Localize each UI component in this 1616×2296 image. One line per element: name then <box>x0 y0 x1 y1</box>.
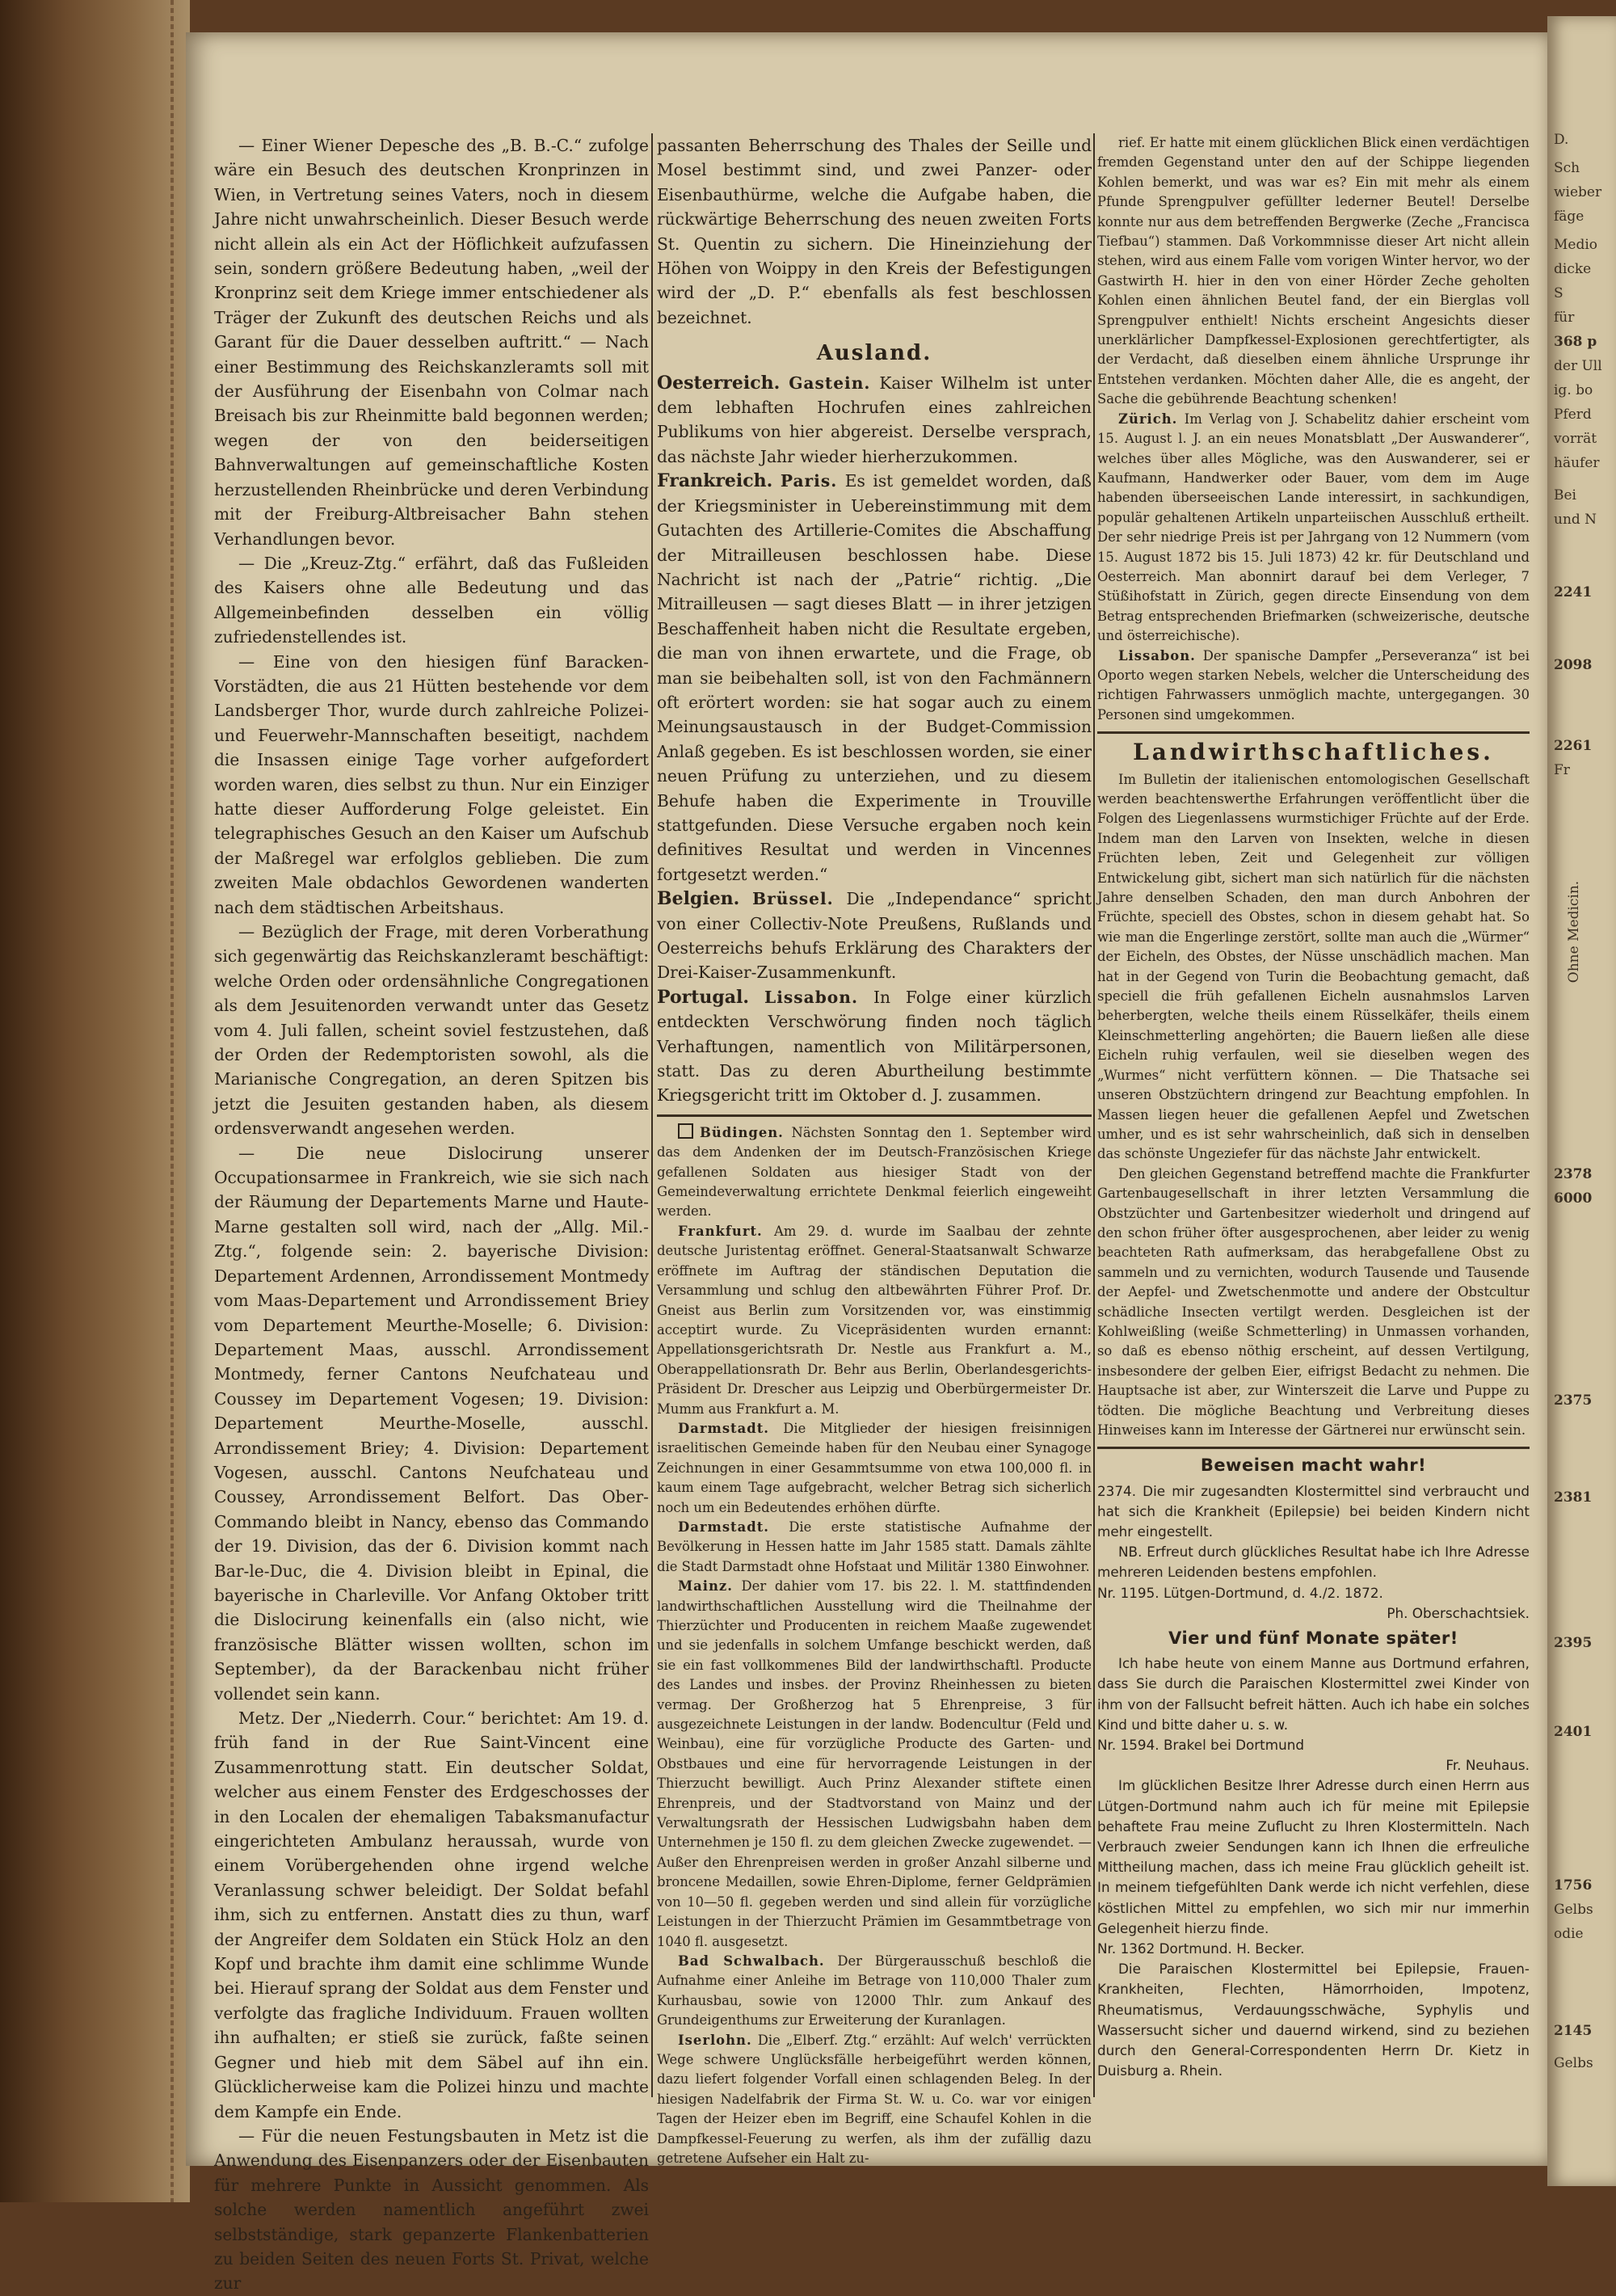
news-block <box>1097 133 1530 725</box>
article: — Eine von den hiesigen fünf Baracken-Vorstädten, die aus 21 Hütten bestehende vor dem Landsberger Thor, wurde durch zahlreiche Polizei- und Feuerwehr-Mannschaften beseitigt, nachdem die Insassen einige Tage vorher aufgefordert worden waren, dies selbst zu thun. Nur ein Einziger hatte dieser Aufforderung Folge geleistet. Ein telegraphisches Gesuch an den Kaiser um Aufschub der Maßregel war erfolglos geblieben. Die zum zweiten Male obdachlos Gewordenen wanderten nach dem städtischen Arbeitshaus. <box>214 651 649 917</box>
ad-reference: Nr. 1594. Brakel bei Dortmund <box>1097 1737 1305 1754</box>
page-fragment: 368 p <box>1554 334 1597 350</box>
advertisement <box>1097 1456 1530 2081</box>
page-fragment: Gelbs <box>1554 2055 1593 2071</box>
news-item: Portugal. Lissabon. In Folge einer kürzlich entdeckten Verschwörung finden noch täglich Verhaftungen, namentlich von Militärpersonen, statt. Das zu deren Aburtheilung bestimmte Kriegsgericht tritt im Oktober d. J. zusammen. <box>657 986 1092 1106</box>
page-fragment: S <box>1554 285 1563 301</box>
ad-text: Ich habe heute von einem Manne aus Dortmund erfahren, dass Sie durch die Paraischen Klostermittel zwei Kinder von ihm von der Fallsucht befreit hätten. Auch ich habe ein solches Kind und bitte daher u. s. w. <box>1097 1655 1530 1733</box>
column-3 <box>1097 133 1530 2082</box>
page-fragment: 2241 <box>1554 584 1593 600</box>
article: Den gleichen Gegenstand betreffend machte die Frankfurter Gartenbaugesellschaft in ihrer letzten Versammlung die Obstzüchter und Gartenbesitzer wiederholt und dringend auf den schon früher öfter ausgesprochenen, aber leider zu wenig beachteten Rath aufmerksam, das herabgefallene Obst zu sammeln und zu vernichten, wodurch Tausende und Tausende der Aepfel- und Zwetschenmotte und andere der Obstcultur schädliche Insecten vertilgt werden. Desgleichen ist der Kohlweißling (weiße Schmetterling) in Unmassen vorhanden, so daß es ebenso nöthig erscheint, auf dessen Vertilgung, insbesondere der gelben Eier, eifrigst Bedacht zu nehmen. Die Hauptsache ist aber, zur Winterszeit die Larve und Puppe zu tödten. Die mögliche Beachtung und Verbreitung dieses Hinweises kann im Interesse der Gärtnerei nur erwünscht sein. <box>1097 1165 1530 1438</box>
article: Im Bulletin der italienischen entomologischen Gesellschaft werden beachtenswerthe Erfahrungen veröffentlicht über die Folgen des Liegenlassens wurmstichiger Früchte auf der Erde. Indem man den Larven von Insekten, welche in diesen Früchten leben, Zeit und Gelegenheit zur völligen Entwickelung gibt, sichert man sich natürlich für die nächsten Jahre denselben Schaden, den man durch Anbohren der Früchte, speciell des Obstes, schon in diesem gehabt hat. So wie man die Engerlinge zerstört, sollte man auch die „Würmer“ der Eicheln, des Obstes, der Nüsse unschädlich machen. Man hat in der Gegend von Turin die Beobachtung gemacht, daß speciell die früh gefallenen Eicheln ausnahmslos Larven beherbergten, welche theils einem Rüsselkäfer, theils einem Kleinschmetterling angehörten; die Bauern ließen alle diese Eicheln ruhig verfaulen, weil sie dieselben wegen des „Wurmes“ nicht verfüttern können. — Die Thatsache sei unseren Obstzüchtern dringend zur Beachtung empfohlen. In Massen liegen heuer die gefallenen Aepfel und Zwetschen umher, und es ist sehr wahrscheinlich, daß sich in denselben das schönste Ungeziefer für das nächste Jahr entwickelt. <box>1097 771 1530 1162</box>
page-fragment: Bei <box>1554 487 1576 503</box>
column-rule <box>651 133 653 2097</box>
divider <box>1097 731 1530 734</box>
ad-text: Die Paraischen Klostermittel bei Epilepsie, Frauen-Krankheiten, Flechten, Hämorrhoiden, Impotenz, Rheumatismus, Verdauungsschwäche, Syphylis und Wassersucht sicher und dauernd wirkend, sind zu beziehen durch den General-Correspondenten Herrn Dr. Kietz in Duisburg a. Rhein. <box>1097 1961 1530 2079</box>
news-item: Büdingen. Nächsten Sonntag den 1. September wird das dem Andenken der im Deutsch-Französischen Kriege gefallenen Soldaten aus hiesiger Stadt von der Gemeindeverwaltung errichtete Denkmal feierlich eingeweiht werden. <box>657 1124 1092 1220</box>
section-heading-ausland: Ausland. <box>816 341 932 366</box>
ad-text: NB. Erfreut durch glückliches Resultat habe ich Ihre Adresse mehreren Leidenden bestens empfohlen. <box>1097 1544 1530 1581</box>
page-fragment: 2395 <box>1554 1635 1593 1651</box>
page-fragment: Fr <box>1554 762 1570 778</box>
landw-block <box>1097 770 1530 1441</box>
news-item: Darmstadt. Die erste statistische Aufnahme der Bevölkerung in Hessen hatte im Jahr 1585 statt. Damals zählte die Stadt Darmstadt ohne Hofstaat und Militär 1380 Einwohner. <box>657 1519 1092 1574</box>
page-fragment: 2261 <box>1554 738 1593 754</box>
adjacent-page-edge <box>1547 16 1616 2186</box>
page-fragment: ig. bo <box>1554 382 1593 398</box>
page-fragment: 2145 <box>1554 2023 1593 2039</box>
ad-text: Im glücklichen Besitze Ihrer Adresse durch einen Herrn aus Lütgen-Dortmund nahm auch ich für meine mit Epilepsie behaftete Frau meine Zuflucht zu Ihren Klostermitteln. Nach Verbrauch zweier Sendungen kann ich Ihnen die erfreuliche Mittheilung machen, dass ich meine Frau glücklich geheilt ist. In meinem tiefgefühlten Dank werde ich nicht verfehlen, diese köstlichen Mittel zu empfehlen, wo sich mir nur immerhin Gelegenheit hierzu finde. <box>1097 1777 1530 1936</box>
article: — Einer Wiener Depesche des „B. B.-C.“ zufolge wäre ein Besuch des deutschen Kronprinzen in Wien, in Vertretung seines Vaters, noch in diesem Jahre nicht unwahrscheinlich. Dieser Besuch werde nicht allein als ein Act der Höflichkeit aufzufassen sein, sondern größere Bedeutung haben, „weil der Kronprinz seit dem Kriege immer entschiedener als Träger der Zukunft des deutschen Reichs und als Garant für die Dauer desselben auftritt.“ — Nach einer Bestimmung des Reichskanzleramts soll mit der Ausführung der Eisenbahn von Colmar nach Breisach bis zur Rheinmitte bald begonnen werden; wegen der von den beiderseitigen Bahnverwaltungen auf gemeinschaftliche Kosten herzustellenden Rheinbrücke und deren Verbindung mit der Freiburg-Altbreisacher Bahn stehen Verhandlungen bevor. <box>214 136 649 549</box>
article-continued: passanten Beherrschung des Thales der Seille und Mosel bestimmt sind, und zwei Panzer- oder Eisenbauthürme, welche die Aufgabe haben, die rückwärtige Beherrschung des neuen zweiten Forts St. Quentin zu sichern. Die Hineinziehung der Höhen von Woippy in den Kreis der Befestigungen wird der „D. P.“ ebenfalls als fest beschlossen bezeichnet. <box>657 136 1092 327</box>
book-spine <box>0 0 190 2202</box>
article: — Die „Kreuz-Ztg.“ erfährt, daß das Fußleiden des Kaisers ohne alle Bedeutung und das Allgemeinbefinden desselben ein völlig zufriedenstellendes ist. <box>214 553 649 647</box>
page-fragment: 1756 <box>1554 1877 1593 1894</box>
page-fragment: vorrät <box>1554 431 1597 447</box>
news-item: Frankreich. Paris. Es ist gemeldet worden, daß der Kriegsminister in Uebereinstimmung mit dem Gutachten des Artillerie-Comites die Abschaffung der Mitrailleusen beschlossen habe. Diese Nachricht ist nach der „Patrie“ richtig. „Die Mitrailleusen — sagt dieses Blatt — in ihrer jetzigen Beschaffenheit haben nicht die Resultate ergeben, die man von ihnen erwartete, und die Frage, ob man sie beibehalten soll, ist von den Fachmännern oft erörtert worden: sie hat sogar auch zu einem Meinungsaustausch in der Budget-Commission Anlaß gegeben. Es ist beschlossen worden, sie einer neuen Prüfung zu unterziehen, und zu diesem Behufe haben die Experimente in Trouville stattgefunden. Diese Versuche ergaben noch kein definitives Resultat und werden in Vincennes fortgesetzt werden.“ <box>657 470 1092 884</box>
page-fragment: 2098 <box>1554 657 1593 673</box>
page-fragment: 2375 <box>1554 1392 1593 1409</box>
page-fragment: odie <box>1554 1926 1584 1942</box>
ad-heading: Vier und fünf Monate später! <box>1168 1628 1458 1649</box>
column-1 <box>214 133 649 2296</box>
news-item: Darmstadt. Die Mitglieder der hiesigen freisinnigen israelitischen Gemeinde haben für den Neubau einer Synagoge Zeichnungen in einer Gesammtsumme von etwa 100,000 fl. in kaum einem Tage aufgebracht, welcher Betrag sich sicherlich noch um ein Bedeutendes erhöhen dürfte. <box>657 1420 1092 1515</box>
page-fragment: D. <box>1554 132 1569 148</box>
ad-reference: Nr. 1195. Lütgen-Dortmund, d. 4./2. 1872. <box>1097 1584 1383 1601</box>
article-continued: rief. Er hatte mit einem glücklichen Blick einen verdächtigen fremden Gegenstand unter den auf der Schippe liegenden Kohlen bemerkt, und was war es? Ein mit mehr als einem Pfunde Sprengpulver gefüllter lederner Beutel! Derselbe konnte nur aus dem betreffenden Bergwerke (Zeche „Francisca Tiefbau“) stammen. Daß Vorkommnisse dieser Art nicht allein stehen, wird aus einem Falle vom vorigen Winter hervor, wo der Gastwirth H. hier in den von einer Hörder Zeche geholten Kohlen einen ähnlichen Beutel fand, der ein Bierglas voll Sprengpulver enthielt! Nichts erscheint Angesichts dieser unerklärlicher Dampfkessel-Explosionen gerechtfertigter, als der Verdacht, daß dieselben einem ähnliche Ursprunge ihr Entstehen verdanken. Möchten daher Alle, die es angeht, der Sache die gebührende Beachtung schenken! <box>1097 135 1530 407</box>
page-fragment: Ohne Medicin. <box>1566 880 1583 984</box>
news-item: Mainz. Der dahier vom 17. bis 22. l. M. stattfindenden landwirthschaftlichen Ausstellung wird die Theilnahme der Thierzüchter und Producenten in reichem Maaße zugewendet und sie jedenfalls in solchem Umfange beschickt werden, daß sie ein fast vollkommenes Bild der landwirthschaftl. Producte des Landes und insbes. der Provinz Rheinhessen zu bieten vermag. Der Großherzog hat 5 Ehrenpreise, 3 für ausgezeichnete Leistungen in der landw. Bodencultur (Feld und Weinbau), eine für vorzügliche Producte des Garten- und Obstbaues und eine für hervorragende Leistungen in der Thierzucht bewilligt. Auch Prinz Alexander stiftete einen Ehrenpreis, und der Stadtvorstand von Mainz und der Verwaltungsrath der Hessischen Ludwigsbahn haben dem Unternehmen je 150 fl. zu dem gleichen Zwecke zugewendet. — Außer den Ehrenpreisen werden in großer Anzahl silberne und broncene Medaillen, sowie Ehren-Diplome, ferner Geldprämien von 10—50 fl. gegeben werden und sind allein für vorzügliche Leistungen in der Thierzucht Prämien im Gesammtbetrage von 1040 fl. ausgesetzt. <box>657 1578 1092 1949</box>
page-fragment: und N <box>1554 512 1597 528</box>
article: — Für die neuen Festungsbauten in Metz ist die Anwendung des Eisenpanzers oder der Eisenbauten für mehrere Punkte in Aussicht genommen. Als solche werden namentlich angeführt zwei selbstständige, stark gepanzerte Flankenbatterien zu beiden Seiten des neuen Forts St. Privat, welche zur <box>214 2125 649 2294</box>
news-item: Lissabon. Der spanische Dampfer „Perseveranza“ ist bei Oporto wegen starken Nebels, welcher die Unterscheidung des richtigen Fahrwassers unmöglich machte, untergegangen. 30 Personen sind umgekommen. <box>1097 647 1530 723</box>
news-item: Iserlohn. Die „Elberf. Ztg.“ erzählt: Auf welch' verrückten Wege schwere Unglücksfälle herbeigeführt werden können, dazu liefert folgender Vorfall einen schlagenden Beleg. In der hiesigen Nadelfabrik der Firma St. W. u. Co. war vor einigen Tagen der Heizer eben im Begriff, eine Schaufel Kohlen in die Dampfkessel-Feuerung zu werfen, als ihm der zufällig dazu getretene Aufseher ein Halt zu- <box>657 2032 1092 2166</box>
column-rule <box>1093 133 1095 2097</box>
news-item: Frankfurt. Am 29. d. wurde im Saalbau der zehnte deutsche Juristentag eröffnet. General-Staatsanwalt Schwarze eröffnete im Auftrag der ständischen Deputation die Versammlung und schlug den altbewährten Führer Prof. Dr. Gneist aus Berlin zum Vorsitzenden vor, was einstimmig acceptirt wurde. Zu Vicepräsidenten wurden ernannt: Appellationsgerichtsrath Dr. Nestle aus Frankfurt a. M., Oberappellationsrath Dr. Behr aus Berlin, Oberlandesgerichts-Präsident Dr. Drescher aus Leipzig und Oberbürgermeister Dr. Mumm aus Frankfurt a. M. <box>657 1223 1092 1417</box>
section-heading-landwirthschaftliches: Landwirthschaftliches. <box>1133 739 1494 766</box>
page-fragment: wieber <box>1554 184 1602 200</box>
page-fragment: 6000 <box>1554 1190 1593 1207</box>
page-fragment: fäge <box>1554 209 1584 225</box>
page-fragment: dicke <box>1554 261 1592 277</box>
news-item: Belgien. Brüssel. Die „Independance“ spricht von einer Collectiv-Note Preußens, Rußlands und Oesterreichs behufs Erklärung des Charakters der Drei-Kaiser-Zusammenkunft. <box>657 888 1092 983</box>
article: — Die neue Dislocirung unserer Occupationsarmee in Frankreich, wie sie sich nach der Räumung der Departements Marne und Haute-Marne gestalten soll wird, nach der „Allg. Mil.-Ztg.“, folgende sein: 2. bayerische Division: Departement Ardennen, Arrondissement Montmedy vom Maas-Departement und Arrondissement Briey vom Departement Meurthe-Moselle; 6. Division: Departement Maas, ausschl. Arrondissement Montmedy, ferner Cantons Neufchateau und Coussey im Departement Vogesen; 19. Division: Departement Meurthe-Moselle, ausschl. Arrondissement Briey; 4. Division: Departement Vogesen, ausschl. Cantons Neufchateau und Coussey, Arrondissement Belfort. Das Ober-Commando bleibt in Nancy, ebenso das Commando der 19. Division, das der 6. Division kommt nach Bar-le-Duc, die 4. Division bleibt in Epinal, die bayerische in Charleville. Vor Anfang Oktober tritt die Dislocirung keinenfalls ein (also nicht, wie französische Blätter wissen wollten, schon im September), da der Barackenbau nicht früher vollendet sein kann. <box>214 1143 649 1704</box>
page-fragment: Pferd <box>1554 407 1592 423</box>
divider <box>1097 1447 1530 1449</box>
news-item: Bad Schwalbach. Der Bürgerausschuß beschloß die Aufnahme einer Anleihe im Betrage von 110,000 Thaler zum Kurhausbau, sowie von 12000 Thlr. zum Ankauf des Grundeigenthums zur Erweiterung der Kuranlagen. <box>657 1953 1092 2028</box>
news-item: Oesterreich. Gastein. Kaiser Wilhelm ist unter dem lebhaften Hochrufen eines zahlreichen Publikums von hier abgereist. Derselbe versprach, das nächste Jahr wieder hierherzukommen. <box>657 372 1092 466</box>
article: — Bezüglich der Frage, mit deren Vorberathung sich gegenwärtig das Reichskanzleramt beschäftigt: welche Orden oder ordensähnliche Congregationen als dem Jesuitenorden verwandt unter das Gesetz vom 4. Juli fallen, scheint soviel festzustehen, daß der Orden der Redemptoristen sowohl, als die Marianische Congregation, an deren Spitzen bis jetzt die Jesuiten gestanden haben, als diesem ordensverwandt angesehen werden. <box>214 922 649 1139</box>
ad-heading: Beweisen macht wahr! <box>1200 1456 1427 1476</box>
page-fragment: Sch <box>1554 160 1580 176</box>
page-fragment: 2378 <box>1554 1166 1593 1182</box>
ad-text: 2374. Die mir zugesandten Klostermittel sind verbraucht und hat sich die Krankheit (Epilepsie) bei beiden Kindern nicht mehr eingestellt. <box>1097 1482 1530 1540</box>
ad-reference: Nr. 1362 Dortmund. H. Becker. <box>1097 1940 1305 1957</box>
page-fragment: Gelbs <box>1554 1902 1593 1918</box>
article: Metz. Der „Niederrh. Cour.“ berichtet: Am 19. d. früh fand in der Rue Saint-Vincent eine Zusammenrottung statt. Ein deutscher Soldat, welcher aus einem Fenster des Erdgeschosses der in den Localen der ehemaligen Tabaksmanufactur eingerichteten Ambulanz heraussah, wurde von einem Vorübergehenden ohne irgend welche Veranlassung schwer beleidigt. Der Soldat befahl ihm, sich zu entfernen. Anstatt dies zu thun, warf der Angreifer dem Soldaten ein Stück Holz an den Kopf und brachte ihm damit eine schlimme Wunde bei. Hierauf sprang der Soldat aus dem Fenster und verfolgte das fragliche Individuum. Frauen wollten ihn aufhalten; er stieß sie zurück, faßte seinen Gegner und hieb mit dem Säbel auf ihn ein. Glücklicherweise kam die Polizei hinzu und machte dem Kampfe ein Ende. <box>214 1708 649 2121</box>
page-fragment: 2381 <box>1554 1489 1593 1506</box>
page-fragment: für <box>1554 310 1575 326</box>
news-item: Zürich. Im Verlag von J. Schabelitz dahier erscheint vom 15. August l. J. an ein neues Monatsblatt „Der Auswanderer“, welches über alles Mögliche, was den Auswanderer, sei er Kaufmann, Handwerker oder Bauer, vom dem im Auge habenden überseeischen Lande interessirt, in sachkundigen, populär gehaltenen Artikeln unparteiischen Ausschluß ertheilt. Der sehr niedrige Preis ist per Jahrgang von 12 Nummern (vom 15. August 1872 bis 15. Juli 1873) 42 kr. für Deutschland und Oesterreich. Man abonnirt darauf bei dem Verleger, 7 Stüßihofstatt in Zürich, gegen directe Einsendung von dem Betrag entsprechenden Briefmarken (schweizerische, deutsche und österreichische). <box>1097 411 1530 644</box>
ad-signature: Ph. Oberschachtsiek. <box>1387 1604 1530 1621</box>
page-fragment: 2401 <box>1554 1724 1593 1740</box>
divider <box>657 1114 1092 1117</box>
ad-signature: Fr. Neuhaus. <box>1446 1757 1530 1774</box>
local-news <box>657 1123 1092 2169</box>
page-fragment: Medio <box>1554 237 1598 253</box>
page-fragment: häufer <box>1554 455 1600 471</box>
column-2 <box>657 133 1092 2168</box>
page-fragment: der Ull <box>1554 358 1602 374</box>
checkbox-icon <box>678 1123 693 1139</box>
